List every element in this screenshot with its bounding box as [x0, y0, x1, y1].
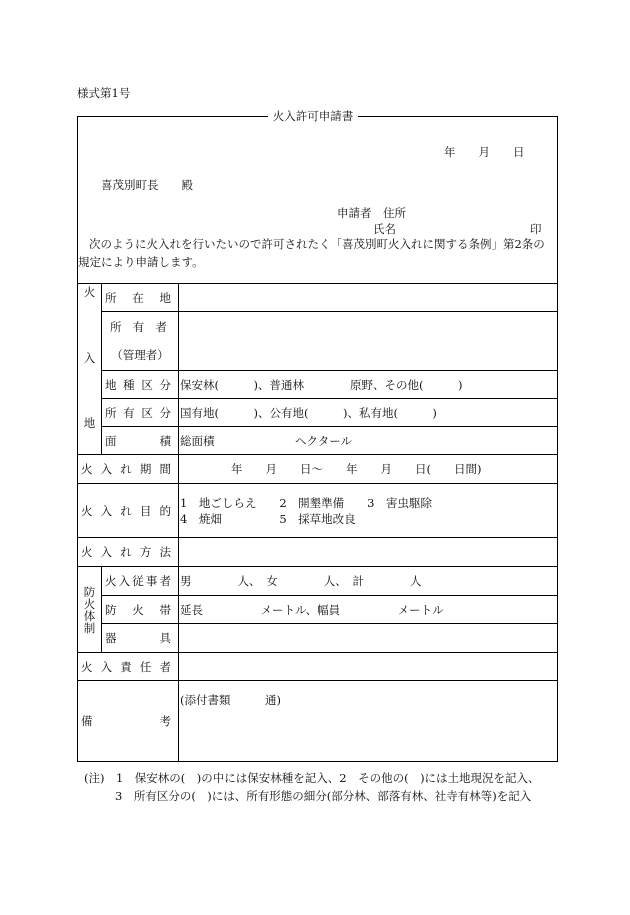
method-label-cell: [78, 538, 179, 567]
purpose-label: [78, 504, 178, 518]
land-category-value-cell: [179, 371, 558, 399]
ownership-category-label: [102, 406, 178, 420]
period-label-cell: [78, 455, 179, 484]
label-char: 器: [105, 631, 117, 645]
land-category-label-cell: [102, 371, 179, 399]
addressee: 喜茂別町長 殿: [101, 178, 193, 192]
note-line-2: 3 所有区分の( )には、所有形態の細分(部分林、部落有林、社寺有林等)を記入: [115, 789, 532, 803]
responsible-label-cell: [78, 653, 179, 681]
table-row: [78, 653, 558, 681]
workers-label: [102, 574, 178, 588]
table-row: [78, 681, 558, 762]
label-char: 火: [83, 285, 96, 299]
purpose-value-cell: [179, 484, 558, 538]
remarks-value: (添付書類 通): [180, 693, 281, 707]
location-label-cell: [102, 284, 179, 312]
seal-mark: 印: [530, 222, 542, 236]
location-label: [102, 291, 178, 305]
note-line-1: (注) 1 保安林の( )の中には保安林種を記入、2 その他の( )には土地現況を記入、: [84, 771, 540, 785]
table-row: [78, 427, 558, 455]
form-number: 様式第1号: [77, 86, 131, 100]
form-title: 火入許可申請書: [268, 109, 359, 123]
application-table: [77, 283, 558, 762]
applicant-address-label: 申請者 住所: [337, 206, 406, 220]
equipment-value-cell: [179, 624, 558, 653]
land-group-cell: [78, 284, 102, 455]
label-char: 分: [159, 405, 171, 420]
workers-value-cell: [179, 567, 558, 596]
label-char: 法: [159, 545, 171, 559]
label-char: 考: [159, 714, 171, 728]
responsible-value-cell: [179, 653, 558, 681]
label-char: 面: [105, 433, 117, 448]
label-char: 火: [83, 596, 96, 611]
label-char: 期: [139, 462, 152, 476]
equipment-label-cell: [102, 624, 179, 653]
remarks-label-cell: [78, 681, 179, 762]
label-char: 在: [132, 290, 144, 305]
label-char: れ: [120, 545, 132, 559]
label-char: 所: [110, 319, 122, 334]
label-char: 事: [145, 574, 158, 588]
equipment-label: [102, 631, 178, 645]
applicant-name-label: 氏名: [373, 222, 396, 236]
label-char: 入: [118, 574, 131, 588]
label-char: 有: [123, 405, 135, 420]
firebreak-value: 延長 メートル、幅員 メートル: [180, 602, 444, 617]
date-line: 年 月 日: [444, 145, 525, 159]
label-char: 入: [100, 462, 113, 476]
label-char: れ: [120, 503, 132, 518]
owner-label-stack: [102, 313, 178, 370]
label-char: 体: [83, 608, 96, 623]
purpose-label-cell: [78, 484, 179, 538]
purpose-line-2: 4 焼畑 5 採草地改良: [180, 511, 356, 526]
table-row: [78, 455, 558, 484]
label-char: 種: [123, 377, 135, 392]
statement-line-2: 規定により申請します。: [78, 255, 204, 269]
label-char: 防: [105, 602, 117, 617]
label-char: 区: [141, 405, 153, 420]
label-char: 者: [159, 659, 171, 674]
workers-value: 男 人、 女 人、 計 人: [180, 574, 422, 588]
label-char: 火: [81, 462, 93, 476]
label-char: 制: [83, 620, 96, 635]
label-char: 目: [139, 503, 152, 518]
table-row: [78, 371, 558, 399]
firebreak-value-cell: [179, 596, 558, 624]
workers-label-cell: [102, 567, 179, 596]
label-char: 的: [159, 503, 171, 518]
table-row: [78, 567, 558, 596]
label-char: 具: [159, 631, 171, 645]
label-char: 任: [139, 659, 152, 674]
manager-sublabel: （管理者）: [111, 348, 169, 363]
label-char: 火: [132, 602, 144, 617]
label-char: 従: [132, 574, 144, 588]
owner-label: [102, 320, 178, 334]
label-char: 分: [159, 377, 171, 392]
purpose-line-1: 1 地ごしらえ 2 開墾準備 3 害虫駆除: [180, 495, 432, 510]
label-char: 入: [100, 503, 113, 518]
firebreak-label-cell: [102, 596, 179, 624]
location-value-cell: [179, 284, 558, 312]
area-label: [102, 434, 178, 448]
label-char: 地: [83, 416, 96, 430]
table-row: [78, 312, 558, 371]
label-char: 火: [81, 659, 93, 674]
label-char: 入: [100, 659, 113, 674]
label-char: 者: [159, 574, 171, 588]
table-row: [78, 284, 558, 312]
fire-prevention-group-label: [78, 568, 101, 652]
label-char: 備: [81, 714, 93, 728]
owner-value-cell: [179, 312, 558, 371]
table-row: [78, 399, 558, 427]
label-char: 防: [83, 584, 96, 599]
ownership-category-label-cell: [102, 399, 179, 427]
label-char: 火: [105, 574, 117, 588]
responsible-label: [78, 660, 178, 674]
label-char: 入: [100, 545, 113, 559]
owner-label-cell: [102, 312, 179, 371]
label-char: 地: [105, 377, 117, 392]
label-char: 間: [159, 462, 171, 476]
area-value-cell: [179, 427, 558, 455]
label-char: 責: [120, 659, 132, 674]
period-value: 年 月 日～ 年 月 日( 日間): [231, 462, 482, 476]
label-char: 入: [83, 350, 96, 365]
table-row: [78, 538, 558, 567]
area-label-cell: [102, 427, 179, 455]
label-char: れ: [120, 462, 132, 476]
title-wrap: [77, 109, 549, 123]
label-char: 所: [105, 290, 117, 305]
ownership-category-value-cell: [179, 399, 558, 427]
label-char: 区: [141, 377, 153, 392]
label-char: 地: [159, 290, 171, 305]
fire-prevention-group-cell: [78, 567, 102, 653]
land-category-label: [102, 378, 178, 392]
land-group-label: [78, 285, 101, 453]
label-char: 積: [159, 433, 171, 448]
firebreak-label: [102, 603, 178, 617]
label-char: 有: [132, 319, 145, 334]
table-row: [78, 484, 558, 538]
area-value: 総面積 ヘクタール: [180, 433, 353, 448]
land-category-value: 保安林( )、普通林 原野、その他( ): [180, 377, 463, 392]
label-char: 火: [81, 545, 93, 559]
remarks-label: [78, 714, 178, 728]
method-value-cell: [179, 538, 558, 567]
label-char: 方: [139, 545, 152, 559]
period-label: [78, 462, 178, 476]
table-row: [78, 596, 558, 624]
method-label: [78, 545, 178, 559]
remarks-value-cell: [179, 681, 558, 762]
label-char: 者: [155, 319, 167, 334]
ownership-category-value: 国有地( )、公有地( )、私有地( ): [180, 405, 437, 420]
label-char: 帯: [159, 602, 171, 617]
table-row: [78, 624, 558, 653]
label-char: 所: [105, 405, 117, 420]
statement-line-1: 次のように火入れを行いたいので許可されたく「喜茂別町火入れに関する条例」第2条の: [89, 237, 545, 251]
label-char: 火: [81, 503, 93, 518]
period-value-cell: [179, 455, 558, 484]
